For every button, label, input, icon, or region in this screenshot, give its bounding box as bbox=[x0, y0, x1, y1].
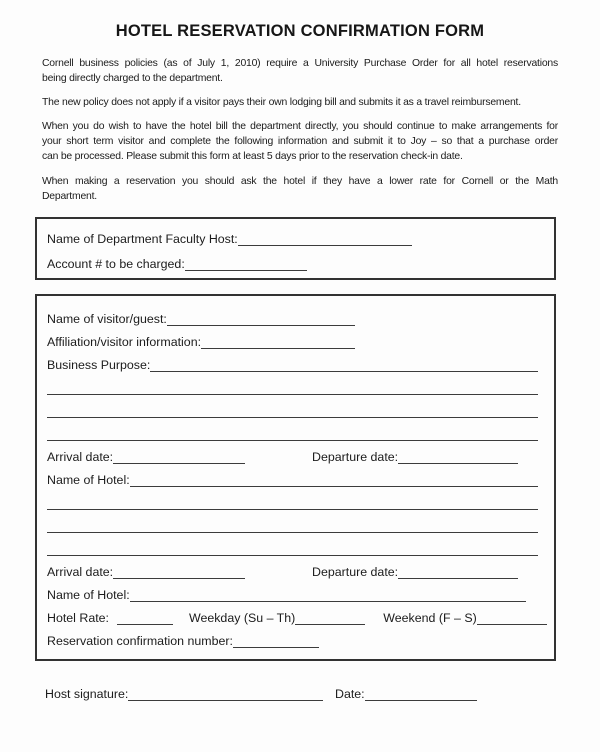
departure-date-group-2 bbox=[312, 563, 518, 582]
departure-date-label-2: Departure date: bbox=[312, 565, 399, 579]
weekend-rate-blank[interactable] bbox=[477, 621, 547, 625]
departure-date-blank-1[interactable] bbox=[398, 460, 518, 464]
business-purpose-row bbox=[47, 352, 538, 375]
lower-rate-line: Department. bbox=[42, 191, 97, 202]
host-signature-group bbox=[45, 685, 323, 704]
business-purpose-blank[interactable] bbox=[150, 368, 538, 372]
dates-row-1 bbox=[47, 444, 538, 467]
arrival-date-blank-1[interactable] bbox=[113, 460, 245, 464]
departure-date-blank-2[interactable] bbox=[398, 575, 518, 579]
arrival-date-label-2: Arrival date: bbox=[47, 565, 114, 579]
visitor-name-row bbox=[47, 306, 355, 329]
billing-instructions-line: can be processed. Please submit this form at least 5 days prior to the reservation check-in date. bbox=[42, 151, 463, 162]
lower-rate-paragraph bbox=[42, 174, 558, 204]
billing-instructions-line: When you do wish to have the hotel bill the department directly, you should continue to make arrangements for bbox=[42, 121, 558, 132]
document-page bbox=[0, 22, 600, 752]
arrival-date-group-1 bbox=[47, 448, 245, 467]
confirmation-number-label: Reservation confirmation number: bbox=[47, 634, 233, 648]
new-policy-paragraph bbox=[42, 95, 558, 110]
signature-row bbox=[45, 681, 600, 704]
form-title: HOTEL RESERVATION CONFIRMATION FORM bbox=[115, 22, 485, 40]
blank-line-row bbox=[47, 490, 538, 513]
policy-paragraph bbox=[42, 56, 558, 86]
blank-line-row bbox=[47, 398, 538, 421]
arrival-date-blank-2[interactable] bbox=[113, 575, 245, 579]
account-number-row bbox=[47, 249, 307, 274]
visitor-name-blank[interactable] bbox=[167, 322, 355, 326]
confirmation-number-row bbox=[47, 628, 319, 651]
faculty-host-label: Name of Department Faculty Host: bbox=[47, 232, 238, 246]
policy-paragraph-line: being directly charged to the department. bbox=[42, 73, 223, 84]
faculty-host-blank[interactable] bbox=[238, 242, 412, 246]
weekend-rate-label: Weekend (F – S) bbox=[383, 611, 477, 625]
hotel-name-row-1 bbox=[47, 467, 538, 490]
hotel-name-label-1: Name of Hotel: bbox=[47, 473, 130, 487]
date-blank[interactable] bbox=[365, 697, 477, 701]
affiliation-blank[interactable] bbox=[201, 345, 355, 349]
hotel-name-row-2 bbox=[47, 582, 538, 605]
affiliation-label: Affiliation/visitor information: bbox=[47, 335, 202, 349]
confirmation-number-blank[interactable] bbox=[233, 644, 319, 648]
date-group bbox=[335, 685, 477, 704]
host-signature-blank[interactable] bbox=[128, 697, 323, 701]
department-host-box bbox=[35, 217, 556, 280]
hotel-name-label-2: Name of Hotel: bbox=[47, 588, 130, 602]
blank-line[interactable] bbox=[47, 414, 538, 418]
affiliation-row bbox=[47, 329, 355, 352]
blank-line[interactable] bbox=[47, 391, 538, 395]
blank-line[interactable] bbox=[47, 506, 538, 510]
account-number-label: Account # to be charged: bbox=[47, 257, 185, 271]
departure-date-label-1: Departure date: bbox=[312, 450, 399, 464]
weekday-rate-label: Weekday (Su – Th) bbox=[188, 611, 296, 625]
arrival-date-label-1: Arrival date: bbox=[47, 450, 114, 464]
blank-line-row bbox=[47, 375, 538, 398]
intro-text bbox=[42, 56, 558, 204]
hotel-rate-label: Hotel Rate: bbox=[47, 611, 109, 625]
blank-line[interactable] bbox=[47, 529, 538, 533]
lower-rate-line: When making a reservation you should ask the hotel if they have a lower rate for Cornell or the Math bbox=[42, 176, 558, 187]
hotel-rate-blank[interactable] bbox=[117, 621, 173, 625]
policy-paragraph-line: Cornell business policies (as of July 1, 2010) require a University Purchase Order for all hotel reservations bbox=[42, 58, 558, 69]
date-label: Date: bbox=[335, 687, 365, 701]
blank-line-row bbox=[47, 421, 538, 444]
blank-line[interactable] bbox=[47, 552, 538, 556]
billing-instructions-line: your short term visitor and complete the following information and submit it to Joy – so that a purchase order bbox=[42, 136, 558, 147]
blank-line-row bbox=[47, 513, 538, 536]
departure-date-group-1 bbox=[312, 448, 518, 467]
hotel-name-blank-2[interactable] bbox=[130, 598, 526, 602]
blank-line[interactable] bbox=[47, 437, 538, 441]
blank-line-row bbox=[47, 536, 538, 559]
visitor-details-box bbox=[35, 294, 556, 661]
billing-instructions-paragraph bbox=[42, 119, 558, 164]
hotel-rate-row bbox=[47, 605, 538, 628]
hotel-name-blank-1[interactable] bbox=[130, 483, 538, 487]
new-policy-paragraph-line: The new policy does not apply if a visitor pays their own lodging bill and submits it as a travel reimbursement. bbox=[42, 97, 521, 108]
host-signature-label: Host signature: bbox=[45, 687, 129, 701]
business-purpose-label: Business Purpose: bbox=[47, 358, 151, 372]
visitor-name-label: Name of visitor/guest: bbox=[47, 312, 167, 326]
weekday-rate-blank[interactable] bbox=[295, 621, 365, 625]
faculty-host-row bbox=[47, 224, 412, 249]
dates-row-2 bbox=[47, 559, 538, 582]
account-number-blank[interactable] bbox=[185, 267, 307, 271]
arrival-date-group-2 bbox=[47, 563, 245, 582]
